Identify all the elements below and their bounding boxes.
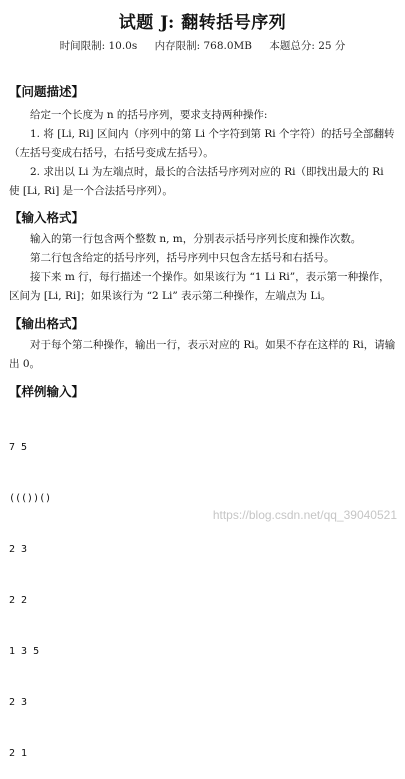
output-format-heading: 【输出格式】 [9, 316, 85, 331]
time-limit: 时间限制: 10.0s [59, 40, 138, 52]
sample-line: 7 5 [9, 442, 28, 453]
problem-description-p2: 1. 将 [Li, Ri] 区间内（序列中的第 Li 个字符到第 Ri 个字符）的括号全部翻转（左括号变成右括号，右括号变成左括号）。 [9, 128, 395, 159]
sample-line: ((())() [9, 493, 52, 504]
problem-description-heading: 【问题描述】 [9, 84, 85, 99]
sample-line: 2 2 [9, 595, 28, 606]
total-score: 本题总分: 25 分 [269, 40, 346, 52]
sample-line: 2 3 [9, 697, 28, 708]
problem-meta [0, 38, 405, 53]
input-format-p1: 输入的第一行包含两个整数 n, m，分别表示括号序列长度和操作次数。 [30, 233, 362, 245]
problem-title: 试题 J: 翻转括号序列 [118, 13, 287, 33]
input-format-p3: 接下来 m 行，每行描述一个操作。如果该行为 “1 Li Ri”，表示第一种操作，区间为 [Li, Ri]；如果该行为 “2 Li” 表示第二种操作，左端点为 Li。 [9, 271, 390, 302]
sample-input-heading: 【样例输入】 [9, 384, 85, 399]
input-format-p2: 第二行包含给定的括号序列，括号序列中只包含左括号和右括号。 [30, 252, 335, 264]
sample-input-block [9, 405, 51, 779]
problem-description-p3: 2. 求出以 Li 为左端点时，最长的合法括号序列对应的 Ri（即找出最大的 Ri 使 [Li, Ri] 是一个合法括号序列）。 [9, 166, 384, 197]
sample-line: 1 3 5 [9, 646, 40, 657]
watermark: https://blog.csdn.net/qq_39040521 [212, 508, 397, 522]
memory-limit: 内存限制: 768.0MB [154, 40, 252, 52]
output-format-p1: 对于每个第二种操作，输出一行，表示对应的 Ri。如果不存在这样的 Ri，请输出 0。 [9, 339, 396, 370]
sample-line: 2 3 [9, 544, 28, 555]
input-format-heading: 【输入格式】 [9, 210, 85, 225]
problem-description-p1: 给定一个长度为 n 的括号序列，要求支持两种操作: [30, 109, 268, 121]
sample-line: 2 1 [9, 748, 28, 759]
